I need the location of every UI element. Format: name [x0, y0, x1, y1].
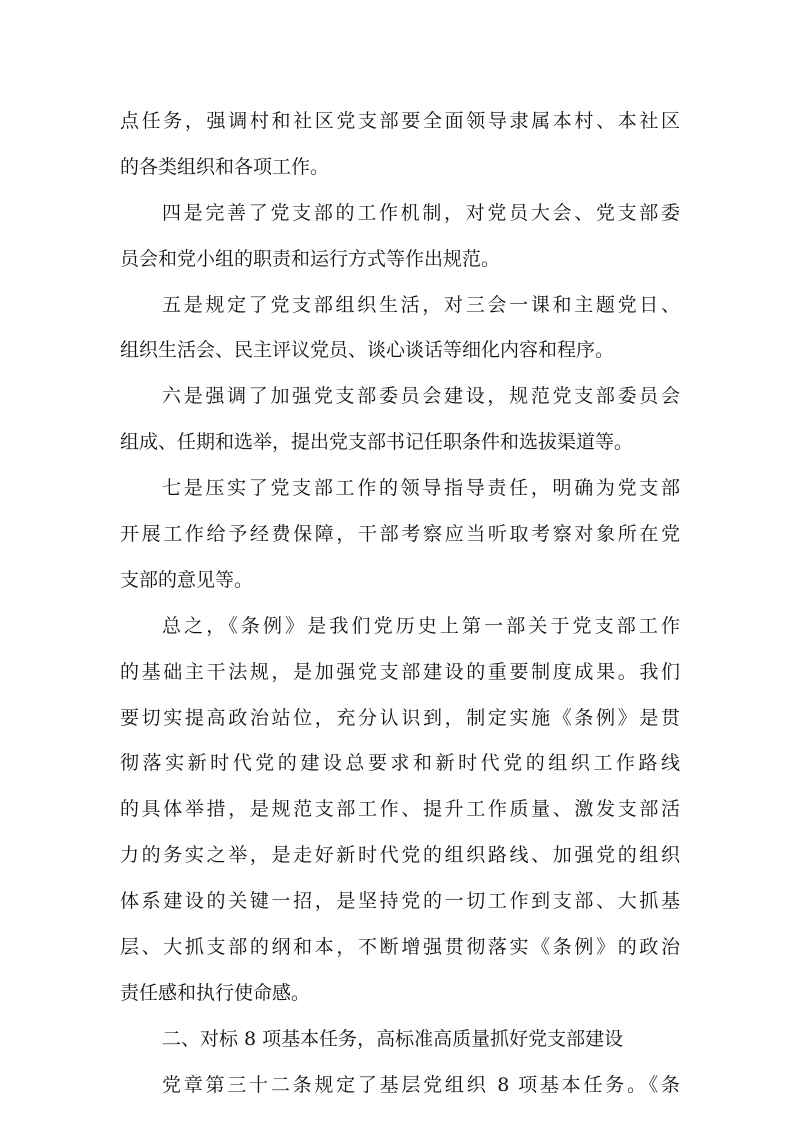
text-line: 党章第三十二条规定了基层党组织 8 项基本任务。《条	[162, 1073, 680, 1096]
text-line: 七是压实了党支部工作的领导指导责任，明确为党支部	[162, 477, 680, 500]
text-line: 彻落实新时代党的建设总要求和新时代党的组织工作路线	[120, 752, 680, 775]
text-line: 四是完善了党支部的工作机制，对党员大会、党支部委	[162, 201, 680, 224]
text-line: 六是强调了加强党支部委员会建设，规范党支部委员会	[162, 385, 680, 408]
text-line: 体系建设的关键一招，是坚持党的一切工作到支部、大抓基	[120, 890, 680, 913]
text-line: 的具体举措，是规范支部工作、提升工作质量、激发支部活	[120, 798, 680, 821]
text-line: 责任感和执行使命感。	[120, 981, 311, 1004]
document-body	[120, 99, 680, 1109]
text-line: 的各类组织和各项工作。	[120, 155, 330, 178]
text-line: 的基础主干法规，是加强党支部建设的重要制度成果。我们	[120, 660, 680, 683]
text-line: 支部的意见等。	[120, 568, 254, 591]
text-line: 组织生活会、民主评议党员、谈心谈话等细化内容和程序。	[120, 339, 615, 362]
text-line: 组成、任期和选举，提出党支部书记任职条件和选拔渠道等。	[120, 431, 634, 454]
text-line: 总之，《条例》是我们党历史上第一部关于党支部工作	[162, 614, 680, 637]
text-line: 员会和党小组的职责和运行方式等作出规范。	[120, 247, 501, 270]
section-heading: 二、对标 8 项基本任务，高标准高质量抓好党支部建设	[162, 1027, 624, 1050]
text-line: 开展工作给予经费保障，干部考察应当听取考察对象所在党	[120, 523, 680, 546]
text-line: 力的务实之举，是走好新时代党的组织路线、加强党的组织	[120, 844, 680, 867]
text-line: 层、大抓支部的纲和本，不断增强贯彻落实《条例》的政治	[120, 936, 680, 959]
text-line: 五是规定了党支部组织生活，对三会一课和主题党日、	[162, 293, 680, 316]
text-line: 要切实提高政治站位，充分认识到，制定实施《条例》是贯	[120, 706, 680, 729]
text-line: 点任务，强调村和社区党支部要全面领导隶属本村、本社区	[120, 110, 680, 132]
